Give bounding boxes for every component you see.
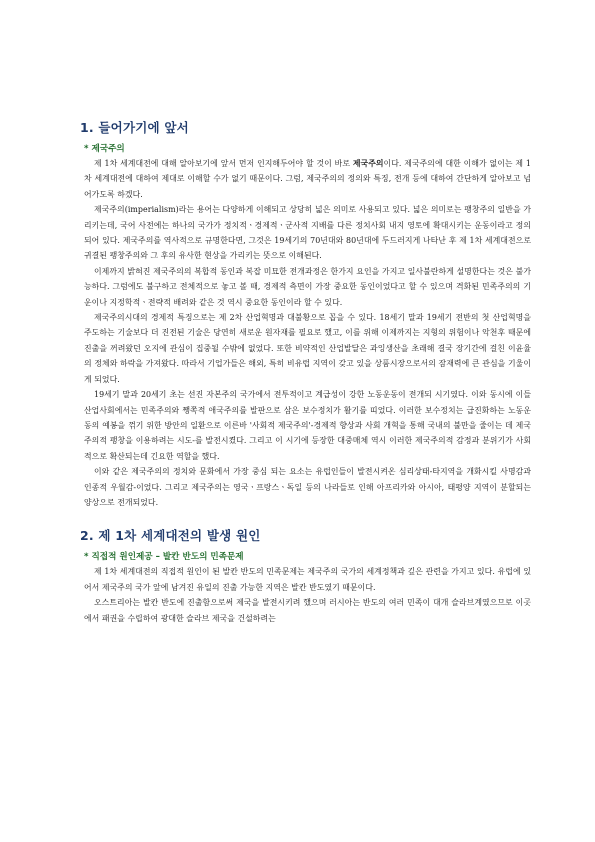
paragraph-bold-term: 제국주의 — [352, 159, 384, 168]
bullet-star-icon: * — [84, 144, 89, 154]
section-heading-2: 2. 제 1차 세계대전의 발생 원인 — [80, 528, 261, 544]
paragraph: 제국주의시대의 경제적 특징으로는 제 2차 산업혁명과 대불황으로 꼽을 수 있다. 18세기 말과 19세기 전반의 첫 산업혁명을 주도하는 기술보다 더 진전된 기술은 당연히 새로운 원자재를 필요로 했고, 이를 위해 이제까지는 지형의 위험이나 악천후 때문에 진출을 꺼려왔던 오지에 관심이 집중될 수밖에 없었다. 또한 비약적인 산업발달은 과잉생산을 초래해 결국 장기간에 걸친 이윤율의 정체와 하락을 가져왔다. 따라서 기업가들은 해외, 특히 비유럽 지역이 갖고 있을 상품시장으로서의 잠재력에 큰 관심을 기울이게 되었다. — [84, 313, 531, 384]
bullet-star-icon: * — [84, 552, 89, 563]
subheading-balkan — [84, 550, 531, 562]
paragraph: 이제까지 밝혀진 제국주의의 복합적 동인과 복잡 미묘한 전개과정은 한가지 요인을 가지고 일사불란하게 설명한다는 것은 불가능하다. 그럼에도 불구하고 전체적으로 놓고 볼 때, 경제적 측면이 가장 중요한 동인이었다고 할 수 있으며 격화된 민족주의의 기운이나 지정학적ㆍ전략적 배려와 같은 것 역시 중요한 동인이라 할 수 있다. — [84, 266, 531, 307]
subheading-imperialism — [84, 142, 531, 154]
section-heading-1: 1. 들어가기에 앞서 — [80, 120, 189, 135]
paragraph: 이와 같은 제국주의의 정치와 문화에서 가장 중심 되는 요소는 유럽인들이 발전시켜온 심리상태-타지역을 개화시킬 사명감과 인종적 우월감-이었다. 그리고 제국주의는 영국ㆍ프랑스ㆍ독일 등의 나라들로 인해 아프리카와 아시아, 태평양 지역이 분할되는 양상으로 전개되었다. — [84, 467, 531, 507]
paragraph — [84, 156, 531, 202]
paragraph: 19세기 말과 20세기 초는 선진 자본주의 국가에서 전투적이고 계급성이 강한 노동운동이 전개되 시기였다. 이와 동시에 이들 산업사회에서는 민족주의와 쨍쪽적 애국주의를 발판으로 삼은 보수정치가 활기를 띠었다. 이러한 보수정치는 급진화하는 노동운동의 예봉을 꺾기 위한 방안의 일환으로 이른바 '사회적 제국주의'-경제적 향상과 사회 개혁을 통해 국내의 불만을 줄이는 데 제국주의적 팽창을 이용하려는 시도-를 발전시켰다. 그리고 이 시기에 등장한 대중매체 역시 이러한 제국주의적 감정과 분위기가 사회적으로 확산되는데 긴요한 역할을 했다. — [84, 390, 531, 461]
paragraph: 제 1차 세계대전의 직접적 원인이 된 발칸 반도의 민족문제는 제국주의 국가의 세계정책과 깊은 관련을 가지고 있다. 유럽에 있어서 제국주의 국가 앞에 남겨진 유일의 진출 가능한 지역은 발칸 반도였기 때문이다. — [84, 567, 531, 592]
paragraph-text: 이다. 제국주의에 대한 이해가 없이는 제 1차 세계대전에 대하여 제대로 이해할 수가 없기 때문이다. 그럼, 제국주의의 정의와 특징, 전개 등에 대하여 간단하게 알아보고 넘어가도록 하겠다. — [84, 159, 531, 199]
paragraph-text: 제 1차 세계대전에 대해 알아보기에 앞서 먼저 인지해두어야 할 것이 바로 — [94, 159, 353, 168]
subheading-text: 직접적 원인제공 – 발칸 반도의 민족문제 — [91, 552, 244, 563]
paragraph: 제국주의(imperialism)라는 용어는 다양하게 이해되고 상당히 넓은 의미로 사용되고 있다. 넓은 의미로는 팽창주의 일반을 가리키는데, 국어 사전에는 하나의 국가가 정치적ㆍ경제적ㆍ군사적 지배를 다른 정치사회 내지 영토에 확대시키는 운동이라고 정의되어 있다. 제국주의를 역사적으로 규명한다면, 그것은 19세기의 70년대와 80년대에 두드러지게 나타난 후 제 1차 세계대전으로 귀결된 팽창주의와 그 후의 유사한 현상을 가리키는 뜻으로 이해된다. — [84, 205, 531, 261]
section-gap — [84, 510, 531, 526]
subheading-text: 제국주의 — [91, 144, 125, 154]
paragraph: 오스트리아는 발칸 반도에 진출함으로써 제국을 발전시키려 했으며 러시아는 반도의 여러 민족이 대개 슬라브계였으므로 이곳에서 패권을 수립하여 광대한 슬라브 제국을 건설하려는 — [84, 598, 531, 623]
